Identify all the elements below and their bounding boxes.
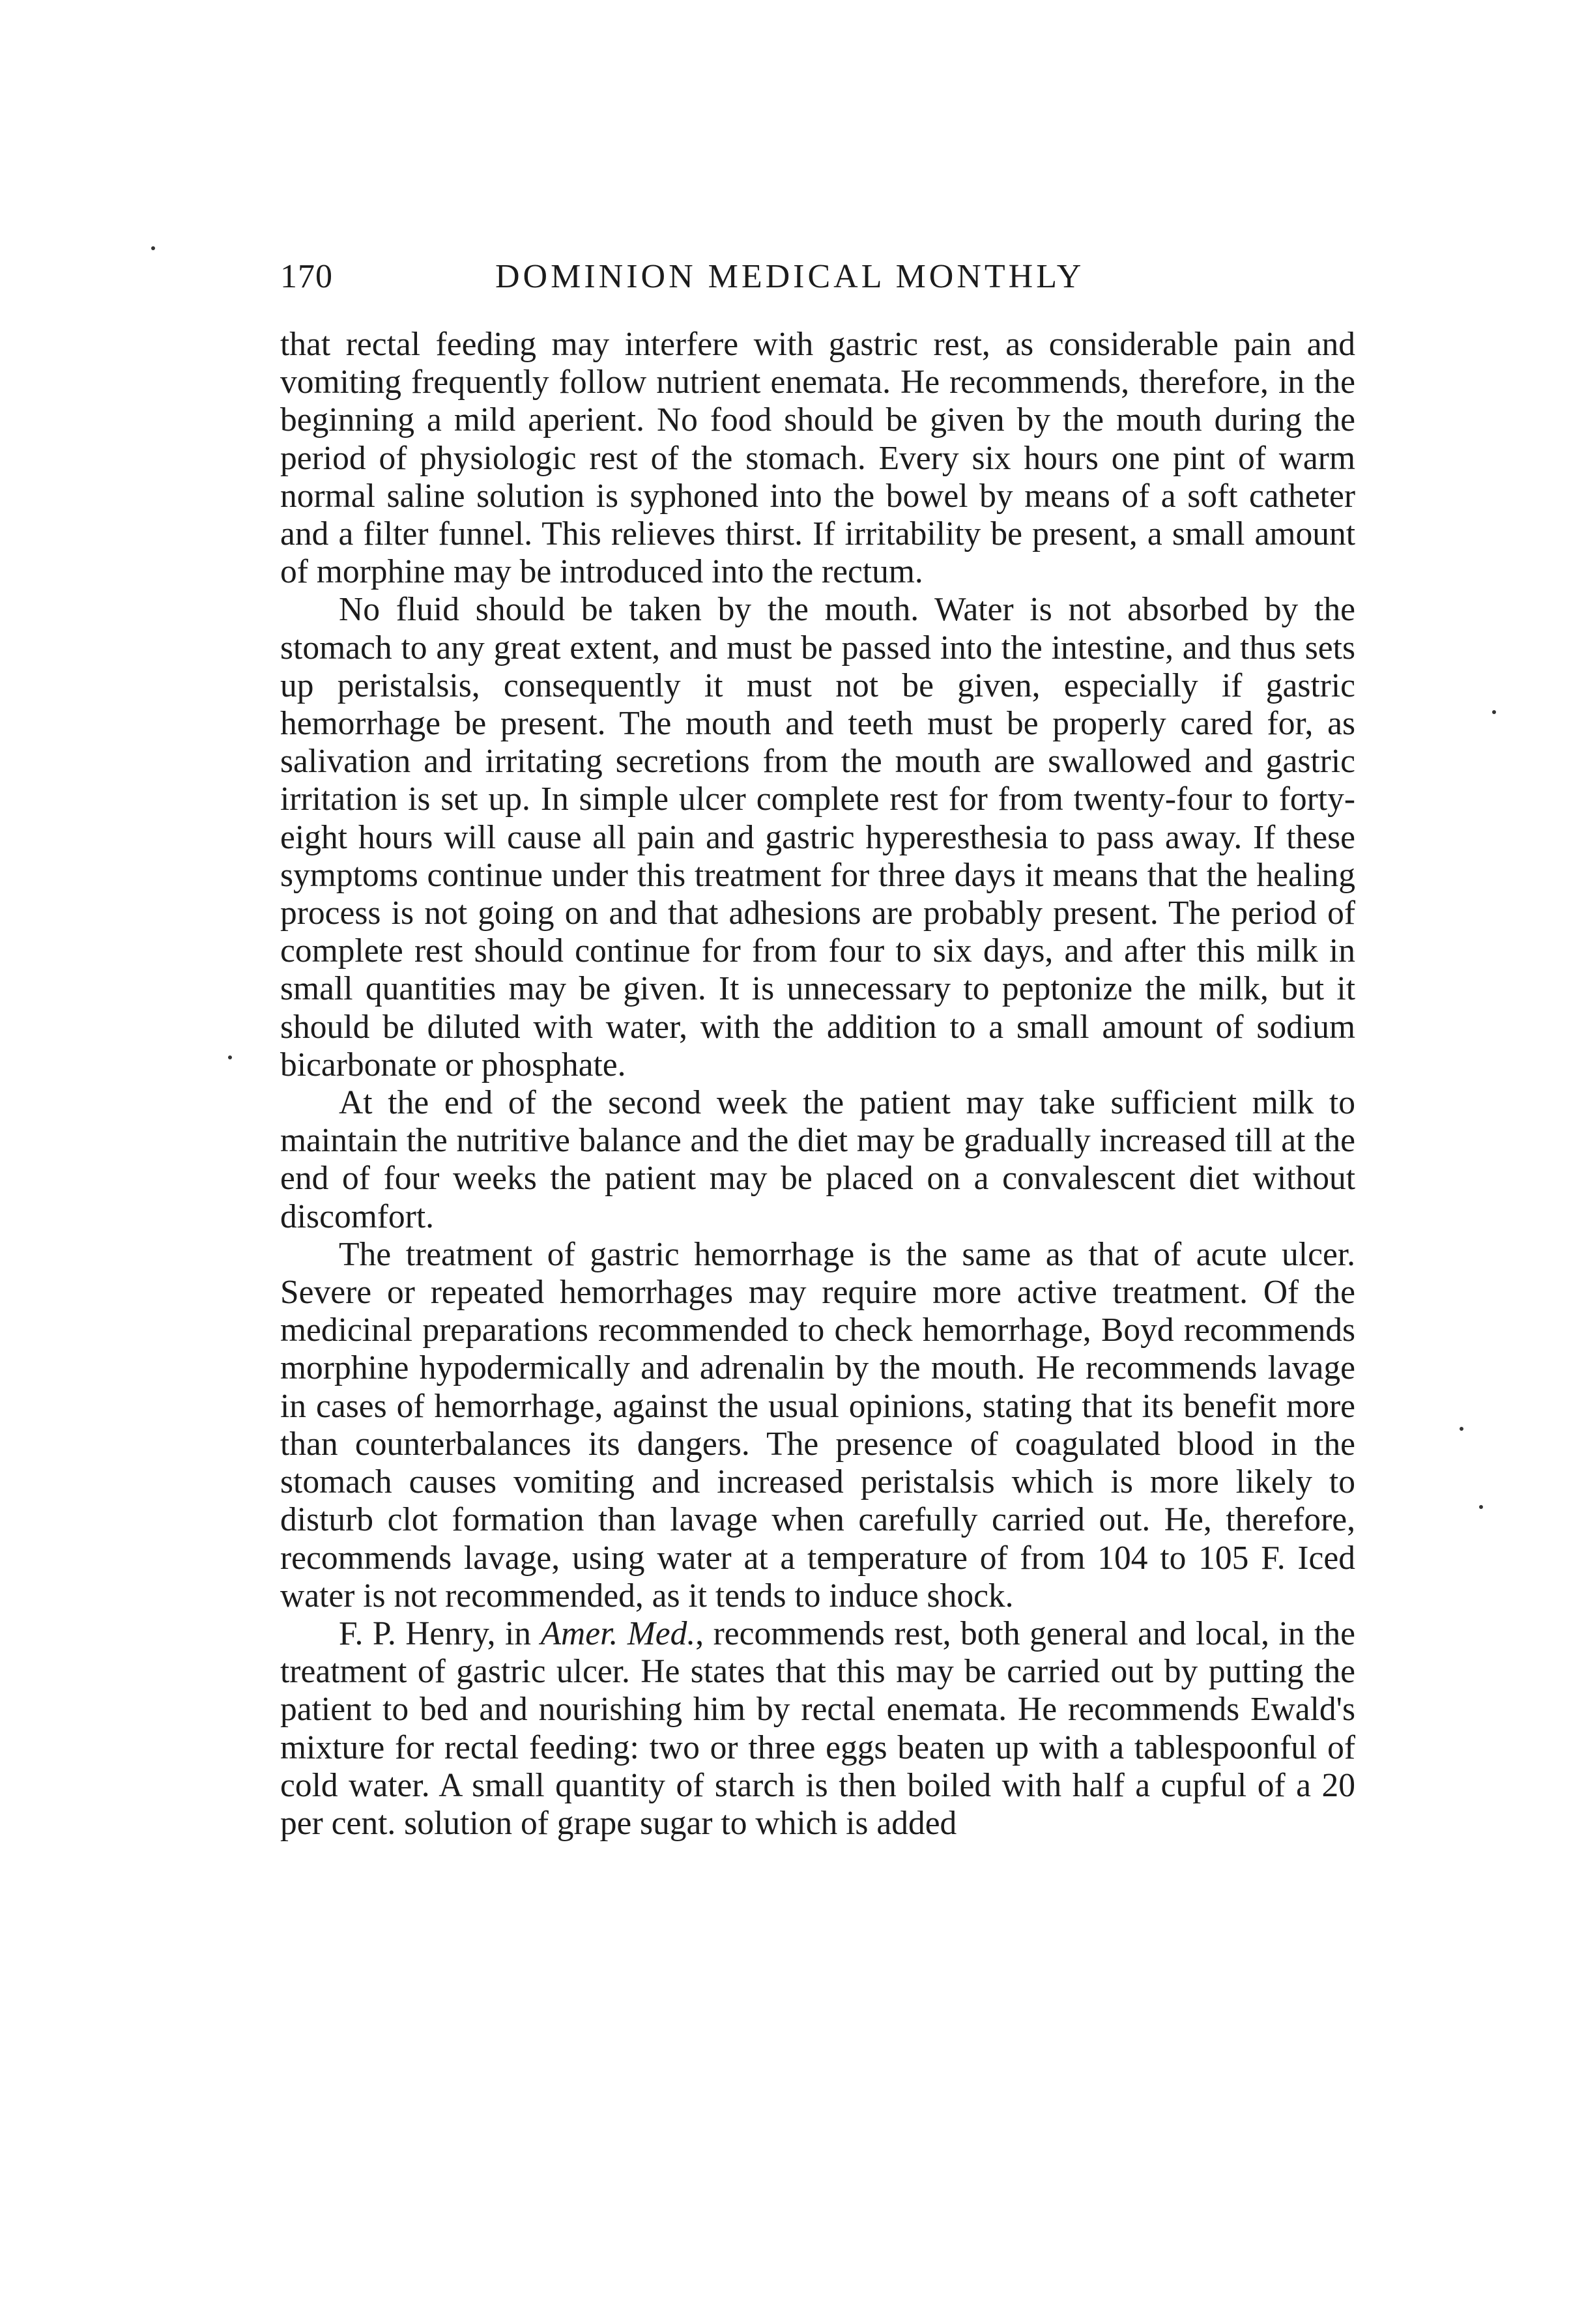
- scan-speck: [151, 246, 155, 250]
- paragraph-4: The treatment of gastric hemorrhage is the same as that of acute ulcer. Severe or repeated hemorrhages may require more active treatment. Of the medicinal preparations recommended to check hemorrhage, Boyd recommends morphine hypodermically and adrenalin by the mouth. He recommends lavage in cases of hemorrhage, against the usual opinions, stating that its benefit more than counterbalances its dangers. The presence of coagulated blood in the stomach causes vomiting and increased peristalsis which is more likely to disturb clot formation than lavage when carefully carried out. He, therefore, recommends lavage, using water at a temperature of from 104 to 105 F. Iced water is not recommended, as it tends to induce shock.: [280, 1235, 1355, 1614]
- body-text: [280, 326, 1355, 2215]
- paragraph-2: No fluid should be taken by the mouth. Water is not absorbed by the stomach to any great extent, and must be passed into the intestine, and thus sets up peristalsis, consequently it must not be given, especially if gastric hemorrhage be present. The mouth and teeth must be properly cared for, as salivation and irritating secretions from the mouth are swallowed and gastric irritation is set up. In simple ulcer complete rest for from twenty-four to forty-eight hours will cause all pain and gastric hyperesthesia to pass away. If these symptoms continue under this treatment for three days it means that the healing process is not going on and that adhesions are probably present. The period of complete rest should continue for from four to six days, and after this milk in small quantities may be given. It is unnecessary to peptonize the milk, but it should be diluted with water, with the addition to a small amount of sodium bicarbonate or phosphate.: [280, 591, 1355, 1083]
- paragraph-3: At the end of the second week the patient may take sufficient milk to maintain the nutritive balance and the diet may be gradually increased till at the end of four weeks the patient may be placed on a convalescent diet without discomfort.: [280, 1084, 1355, 1235]
- paragraph-5-lead: F. P. Henry, in: [339, 1614, 541, 1652]
- scan-speck: [1460, 1427, 1463, 1431]
- journal-title: Amer. Med.: [540, 1614, 696, 1652]
- running-title: DOMINION MEDICAL MONTHLY: [495, 258, 1085, 295]
- paragraph-5: [280, 1615, 1355, 1843]
- scan-speck: [1479, 1505, 1483, 1509]
- paragraph-5-rest: , recommends rest, both general and local, in the treatment of gastric ulcer. He states that this may be carried out by putting the patient to bed and nourishing him by rectal enemata. He recommends Ewald's mixture for rectal feeding: two or three eggs beaten up with a tablespoonful of cold water. A small quantity of starch is then boiled with half a cupful of a 20 per cent. solution of grape sugar to which is added: [280, 1614, 1355, 1842]
- paragraph-1: that rectal feeding may interfere with gastric rest, as considerable pain and vomiting frequently follow nutrient enemata. He recommends, therefore, in the beginning a mild aperient. No food should be given by the mouth during the period of physiologic rest of the stomach. Every six hours one pint of warm normal saline solution is syphoned into the bowel by means of a soft catheter and a filter funnel. This relieves thirst. If irritability be present, a small amount of morphine may be introduced into the rectum.: [280, 326, 1355, 591]
- running-head: [280, 257, 1355, 316]
- scan-speck: [228, 1055, 232, 1059]
- scan-speck: [1492, 710, 1496, 714]
- page-number: 170: [280, 258, 333, 295]
